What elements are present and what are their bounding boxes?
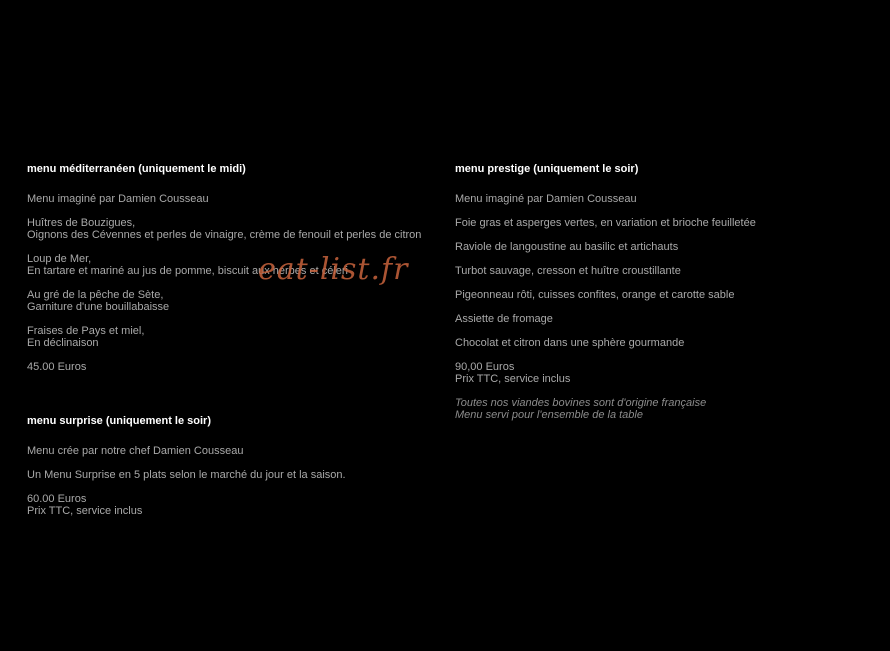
menu-note: Toutes nos viandes bovines sont d'origine française [455, 397, 707, 409]
menu-author: Menu crée par notre chef Damien Cousseau [27, 445, 244, 457]
menu-course: Assiette de fromage [455, 313, 553, 325]
menu-title: menu méditerranéen (uniquement le midi) [27, 163, 246, 175]
menu-price: 45.00 Euros [27, 361, 87, 373]
menu-price-note: Prix TTC, service inclus [455, 373, 571, 385]
menu-course: Turbot sauvage, cresson et huître croustillante [455, 265, 681, 277]
course-name: Huîtres de Bouzigues, [27, 217, 136, 229]
menu-notes [455, 397, 875, 421]
right-column [455, 163, 875, 433]
menu-title: menu prestige (uniquement le soir) [455, 163, 639, 175]
menu-price: 90,00 Euros [455, 361, 515, 373]
menu-author: Menu imaginé par Damien Cousseau [27, 193, 209, 205]
course-name: Au gré de la pêche de Sète, [27, 289, 164, 301]
course-description: En tartare et mariné au jus de pomme, biscuit aux herbes et céleri [27, 265, 348, 277]
course-description: Garniture d'une bouillabaisse [27, 301, 170, 313]
menu-title: menu surprise (uniquement le soir) [27, 415, 211, 427]
menu-prestige [455, 163, 875, 421]
menu-course [27, 289, 437, 313]
menu-course: Raviole de langoustine au basilic et artichauts [455, 241, 679, 253]
menu-description: Un Menu Surprise en 5 plats selon le marché du jour et la saison. [27, 469, 346, 481]
menu-price: 60.00 Euros [27, 493, 87, 505]
course-name: Fraises de Pays et miel, [27, 325, 145, 337]
menu-course [27, 217, 437, 241]
menu-note: Menu servi pour l'ensemble de la table [455, 409, 643, 421]
menu-author: Menu imaginé par Damien Cousseau [455, 193, 637, 205]
course-name: Loup de Mer, [27, 253, 92, 265]
course-description: Oignons des Cévennes et perles de vinaigre, crème de fenouil et perles de citron [27, 229, 422, 241]
course-description: En déclinaison [27, 337, 99, 349]
menu-price-block [27, 493, 437, 517]
menu-course: Pigeonneau rôti, cuisses confites, orange et carotte sable [455, 289, 735, 301]
menu-price-note: Prix TTC, service inclus [27, 505, 143, 517]
left-column [27, 163, 437, 529]
menu-course: Chocolat et citron dans une sphère gourmande [455, 337, 685, 349]
watermark: eat-list.fr [258, 252, 409, 287]
menu-surprise [27, 415, 437, 517]
menu-course [27, 325, 437, 349]
menu-price-block [455, 361, 875, 385]
menu-course: Foie gras et asperges vertes, en variation et brioche feuilletée [455, 217, 756, 229]
section-spacer [27, 385, 437, 415]
